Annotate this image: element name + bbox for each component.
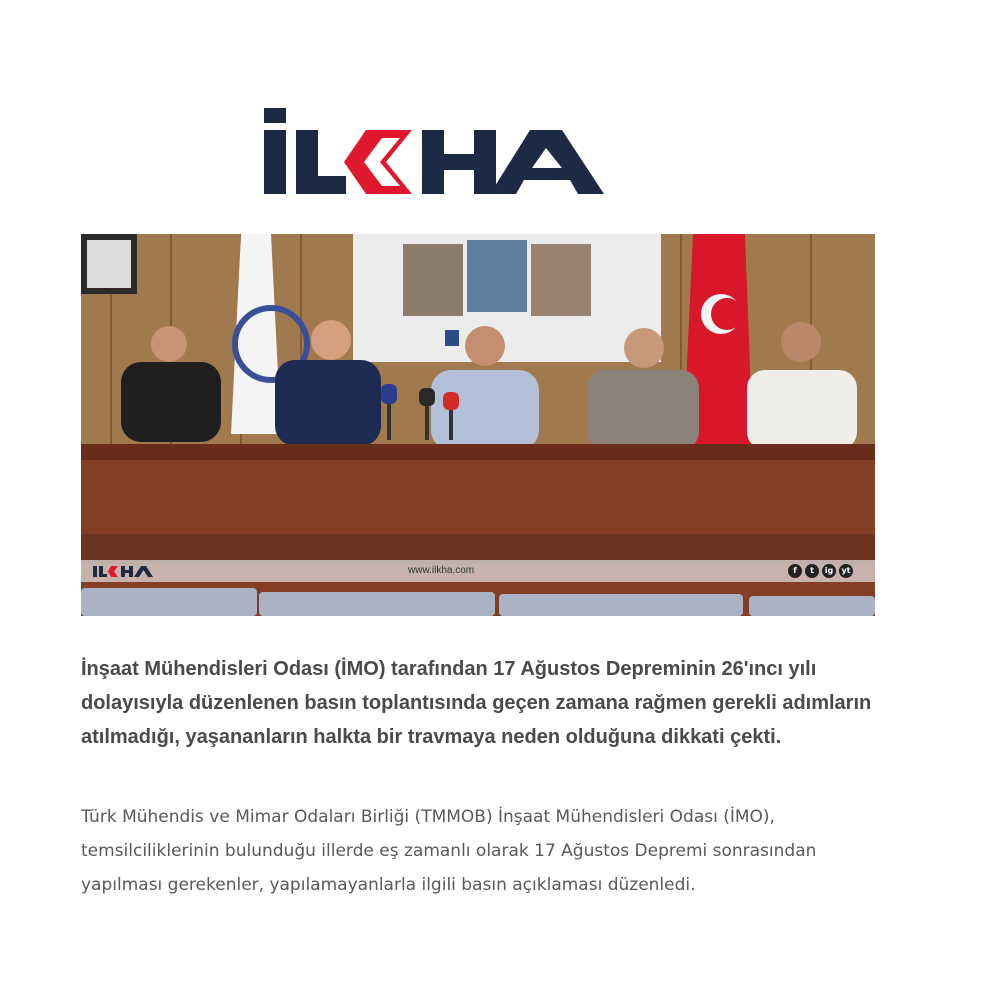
social-icons <box>788 564 853 578</box>
ilkha-logo[interactable] <box>262 108 606 196</box>
twitter-icon[interactable]: t <box>805 564 819 578</box>
watermark-site: www.ilkha.com <box>408 565 475 576</box>
news-photo <box>81 234 875 616</box>
photo-watermark-bar <box>81 560 875 582</box>
article-body: Türk Mühendis ve Mimar Odaları Birliği (TMMOB) İnşaat Mühendisleri Odası (İMO), temsilciliklerinin bulunduğu illerde eş zamanlı olarak 17 Ağustos Depremi sonrasından yapılması gerekenler, yapılamayanlarla ilgili basın açıklaması düzenledi. <box>81 807 817 895</box>
instagram-icon[interactable]: ig <box>822 564 836 578</box>
facebook-icon[interactable]: f <box>788 564 802 578</box>
article-lead: İnşaat Mühendisleri Odası (İMO) tarafından 17 Ağustos Depreminin 26'ıncı yılı dolayısıyla düzenlenen basın toplantısında geçen zamana rağmen gerekli adımların atılmadığı, yaşananların halkta bir travmaya neden olduğuna dikkati çekti. <box>81 658 872 748</box>
watermark-logo <box>93 563 153 577</box>
youtube-icon[interactable]: yt <box>839 564 853 578</box>
